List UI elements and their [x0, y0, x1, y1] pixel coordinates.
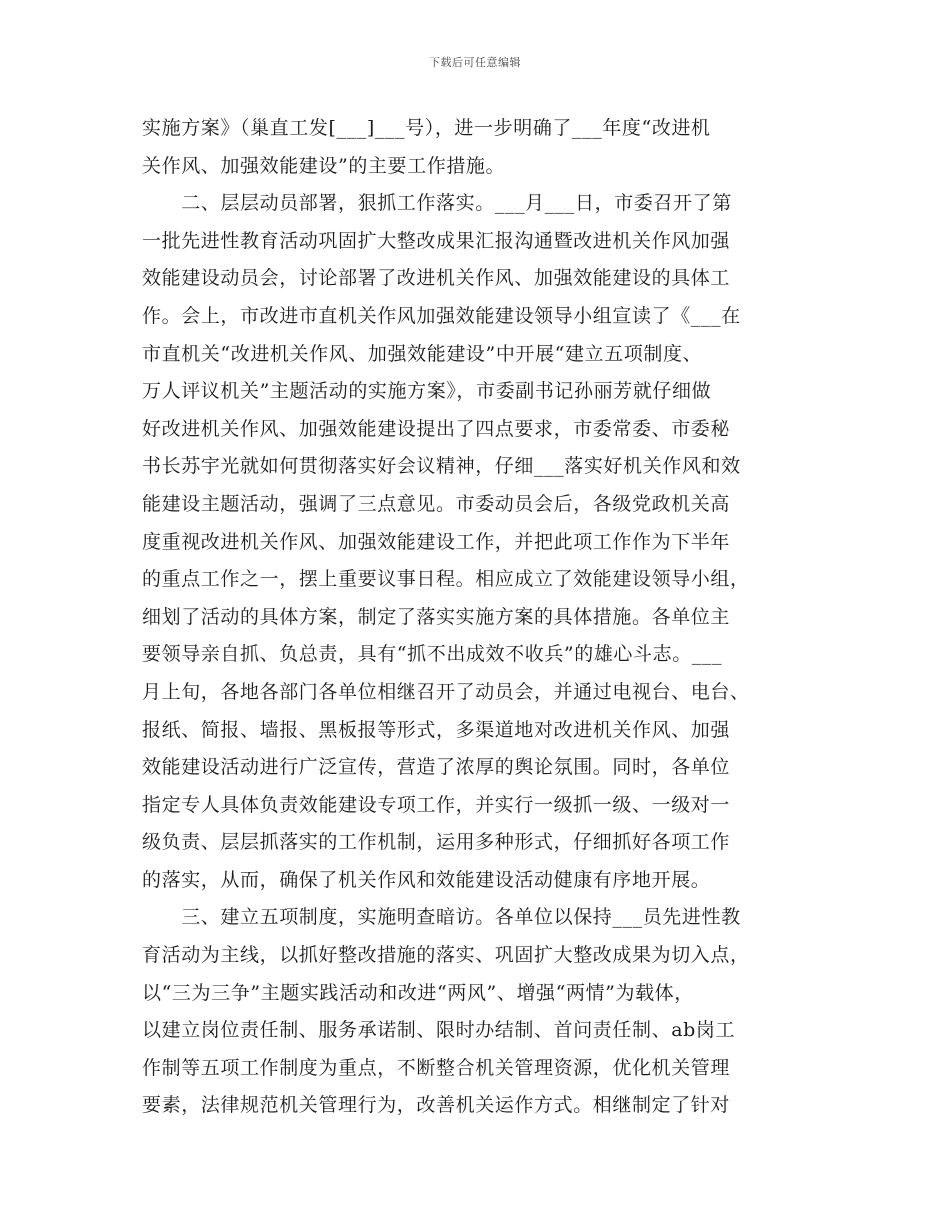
text-line: 万人评议机关”主题活动的实施方案》，市委副书记孙丽芳就仔细做 — [142, 380, 712, 403]
text-line: 效能建设活动进行广泛宣传，营造了浓厚的舆论氛围。同时，各单位 — [142, 756, 731, 779]
text-line: 育活动为主线，以抓好整改措施的落实、巩固扩大整改成果为切入点， — [142, 944, 750, 967]
text-line: 细划了活动的具体方案，制定了落实实施方案的具体措施。各单位主 — [142, 605, 731, 628]
text-line: 二、层层动员部署，狠抓工作落实。___月___日，市委召开了第 — [142, 192, 732, 215]
text-line: 好改进机关作风、加强效能建设提出了四点要求，市委常委、市委秘 — [142, 417, 731, 440]
text-line: 书长苏宇光就如何贯彻落实好会议精神，仔细___落实好机关作风和效 — [142, 455, 741, 478]
text-line: 月上旬，各地各部门各单位相继召开了动员会，并通过电视台、电台、 — [142, 680, 750, 703]
text-line: 实施方案》（巢直工发[___]___号），进一步明确了___年度“改进机 — [142, 117, 711, 139]
text-line: 作制等五项工作制度为重点，不断整合机关管理资源，优化机关管理 — [142, 1056, 731, 1079]
document-body — [142, 110, 818, 1125]
text-line: 度重视改进机关作风、加强效能建设工作，并把此项工作作为下半年 — [142, 530, 731, 553]
text-line: 以“三为三争”主题实践活动和改进“两风”、增强“两情”为载体， — [142, 981, 694, 1004]
text-line: 级负责、层层抓落实的工作机制，运用多种形式，仔细抓好各项工作 — [142, 831, 731, 854]
text-line: 关作风、加强效能建设”的主要工作措施。 — [142, 154, 506, 177]
text-line: 要素，法律规范机关管理行为，改善机关运作方式。相继制定了针对 — [142, 1094, 731, 1117]
text-line: 效能建设动员会，讨论部署了改进机关作风、加强效能建设的具体工 — [142, 267, 731, 290]
page-header: 下载后可任意编辑 — [429, 56, 521, 69]
text-line: 作。会上，市改进市直机关作风加强效能建设领导小组宣读了《___在 — [142, 304, 741, 327]
text-line: 能建设主题活动，强调了三点意见。市委动员会后，各级党政机关高 — [142, 492, 731, 515]
text-line: 的落实，从而，确保了机关作风和效能建设活动健康有序地开展。 — [142, 868, 711, 891]
text-line: 要领导亲自抓、负总责，具有“抓不出成效不收兵”的雄心斗志。___ — [142, 643, 723, 666]
text-line: 三、建立五项制度，实施明查暗访。各单位以保持___员先进性教 — [142, 906, 741, 929]
text-line: 市直机关“改进机关作风、加强效能建设”中开展“建立五项制度、 — [142, 342, 703, 365]
text-line: 的重点工作之一，摆上重要议事日程。相应成立了效能建设领导小组， — [142, 568, 750, 591]
text-line: 以建立岗位责任制、服务承诺制、限时办结制、首问责任制、ab岗工 — [142, 1019, 736, 1042]
text-line: 指定专人具体负责效能建设专项工作，并实行一级抓一级、一级对一 — [142, 793, 731, 816]
text-line: 一批先进性教育活动巩固扩大整改成果汇报沟通暨改进机关作风加强 — [142, 229, 731, 252]
text-line: 报纸、简报、墙报、黑板报等形式，多渠道地对改进机关作风、加强 — [142, 718, 731, 741]
